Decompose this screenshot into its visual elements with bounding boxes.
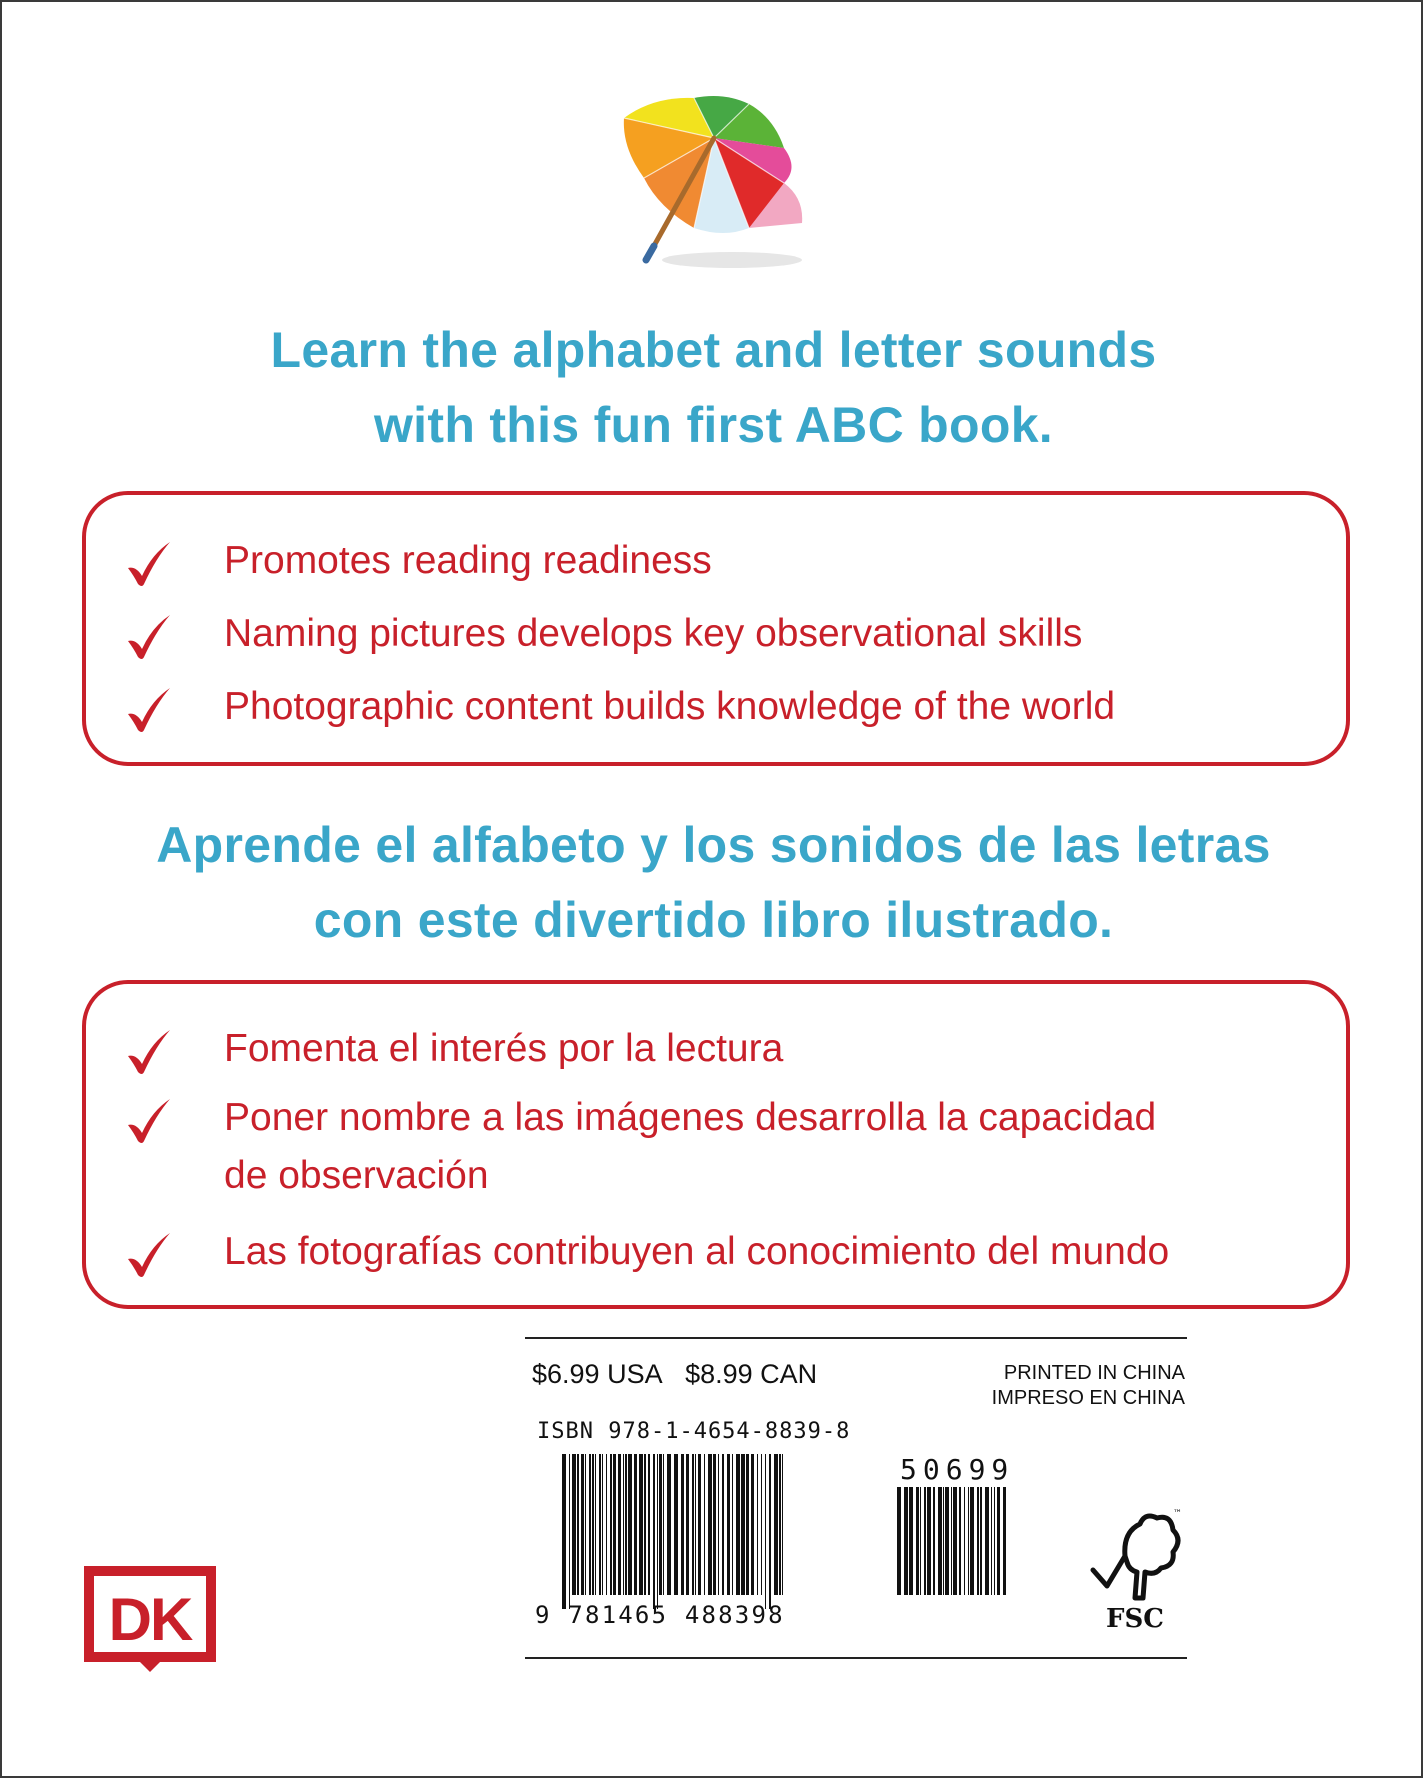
headline-english-line-1: Learn the alphabet and letter sounds xyxy=(270,322,1157,378)
barcode-main xyxy=(562,1454,786,1609)
barcode-supplement xyxy=(897,1487,1009,1609)
divider-bottom xyxy=(525,1657,1187,1659)
fsc-tree-icon xyxy=(1085,1502,1185,1632)
price-usa: $6.99 USA xyxy=(532,1359,663,1389)
dk-logo xyxy=(80,1562,220,1677)
dk-logo-text: DK xyxy=(108,1586,192,1653)
price xyxy=(532,1359,817,1390)
check-icon xyxy=(124,538,172,588)
headline-spanish-line-2: con este divertido libro ilustrado. xyxy=(313,892,1114,948)
benefits-box-english xyxy=(82,491,1350,766)
benefit-text: Las fotografías contribuyen al conocimiento del mundo xyxy=(224,1230,1170,1273)
benefit-text: Naming pictures develops key observational skills xyxy=(224,612,1083,655)
check-icon xyxy=(124,684,172,734)
printed-in-english: PRINTED IN CHINA xyxy=(1003,1362,1185,1384)
barcode-panel xyxy=(525,1337,1187,1659)
check-icon xyxy=(124,1026,172,1076)
headline-english-line-2: with this fun first ABC book. xyxy=(373,397,1053,453)
check-icon xyxy=(124,611,172,661)
headline-english xyxy=(2,313,1423,463)
barcode-digits: 9 781465 488398 xyxy=(535,1601,785,1629)
benefit-text: Fomenta el interés por la lectura xyxy=(224,1027,784,1070)
benefit-text: Promotes reading readiness xyxy=(224,539,712,582)
supplement-digits: 50699 xyxy=(900,1453,1015,1486)
umbrella-icon xyxy=(614,88,830,274)
benefits-box-spanish xyxy=(82,980,1350,1309)
headline-spanish-line-1: Aprende el alfabeto y los sonidos de las letras xyxy=(156,817,1271,873)
price-can: $8.99 CAN xyxy=(685,1359,818,1389)
isbn-text: ISBN 978-1-4654-8839-8 xyxy=(537,1419,851,1444)
benefit-text: Photographic content builds knowledge of the world xyxy=(224,685,1116,728)
benefit-text-continued: de observación xyxy=(224,1154,489,1197)
fsc-label: FSC xyxy=(1106,1604,1164,1632)
benefit-text: Poner nombre a las imágenes desarrolla la capacidad xyxy=(224,1096,1157,1139)
printed-in xyxy=(992,1361,1185,1411)
check-icon xyxy=(124,1229,172,1279)
headline-spanish xyxy=(2,808,1423,958)
divider-top xyxy=(525,1337,1187,1339)
fsc-trademark: ™ xyxy=(1173,1509,1182,1519)
printed-in-spanish: IMPRESO EN CHINA xyxy=(991,1387,1185,1409)
check-icon xyxy=(124,1095,172,1145)
